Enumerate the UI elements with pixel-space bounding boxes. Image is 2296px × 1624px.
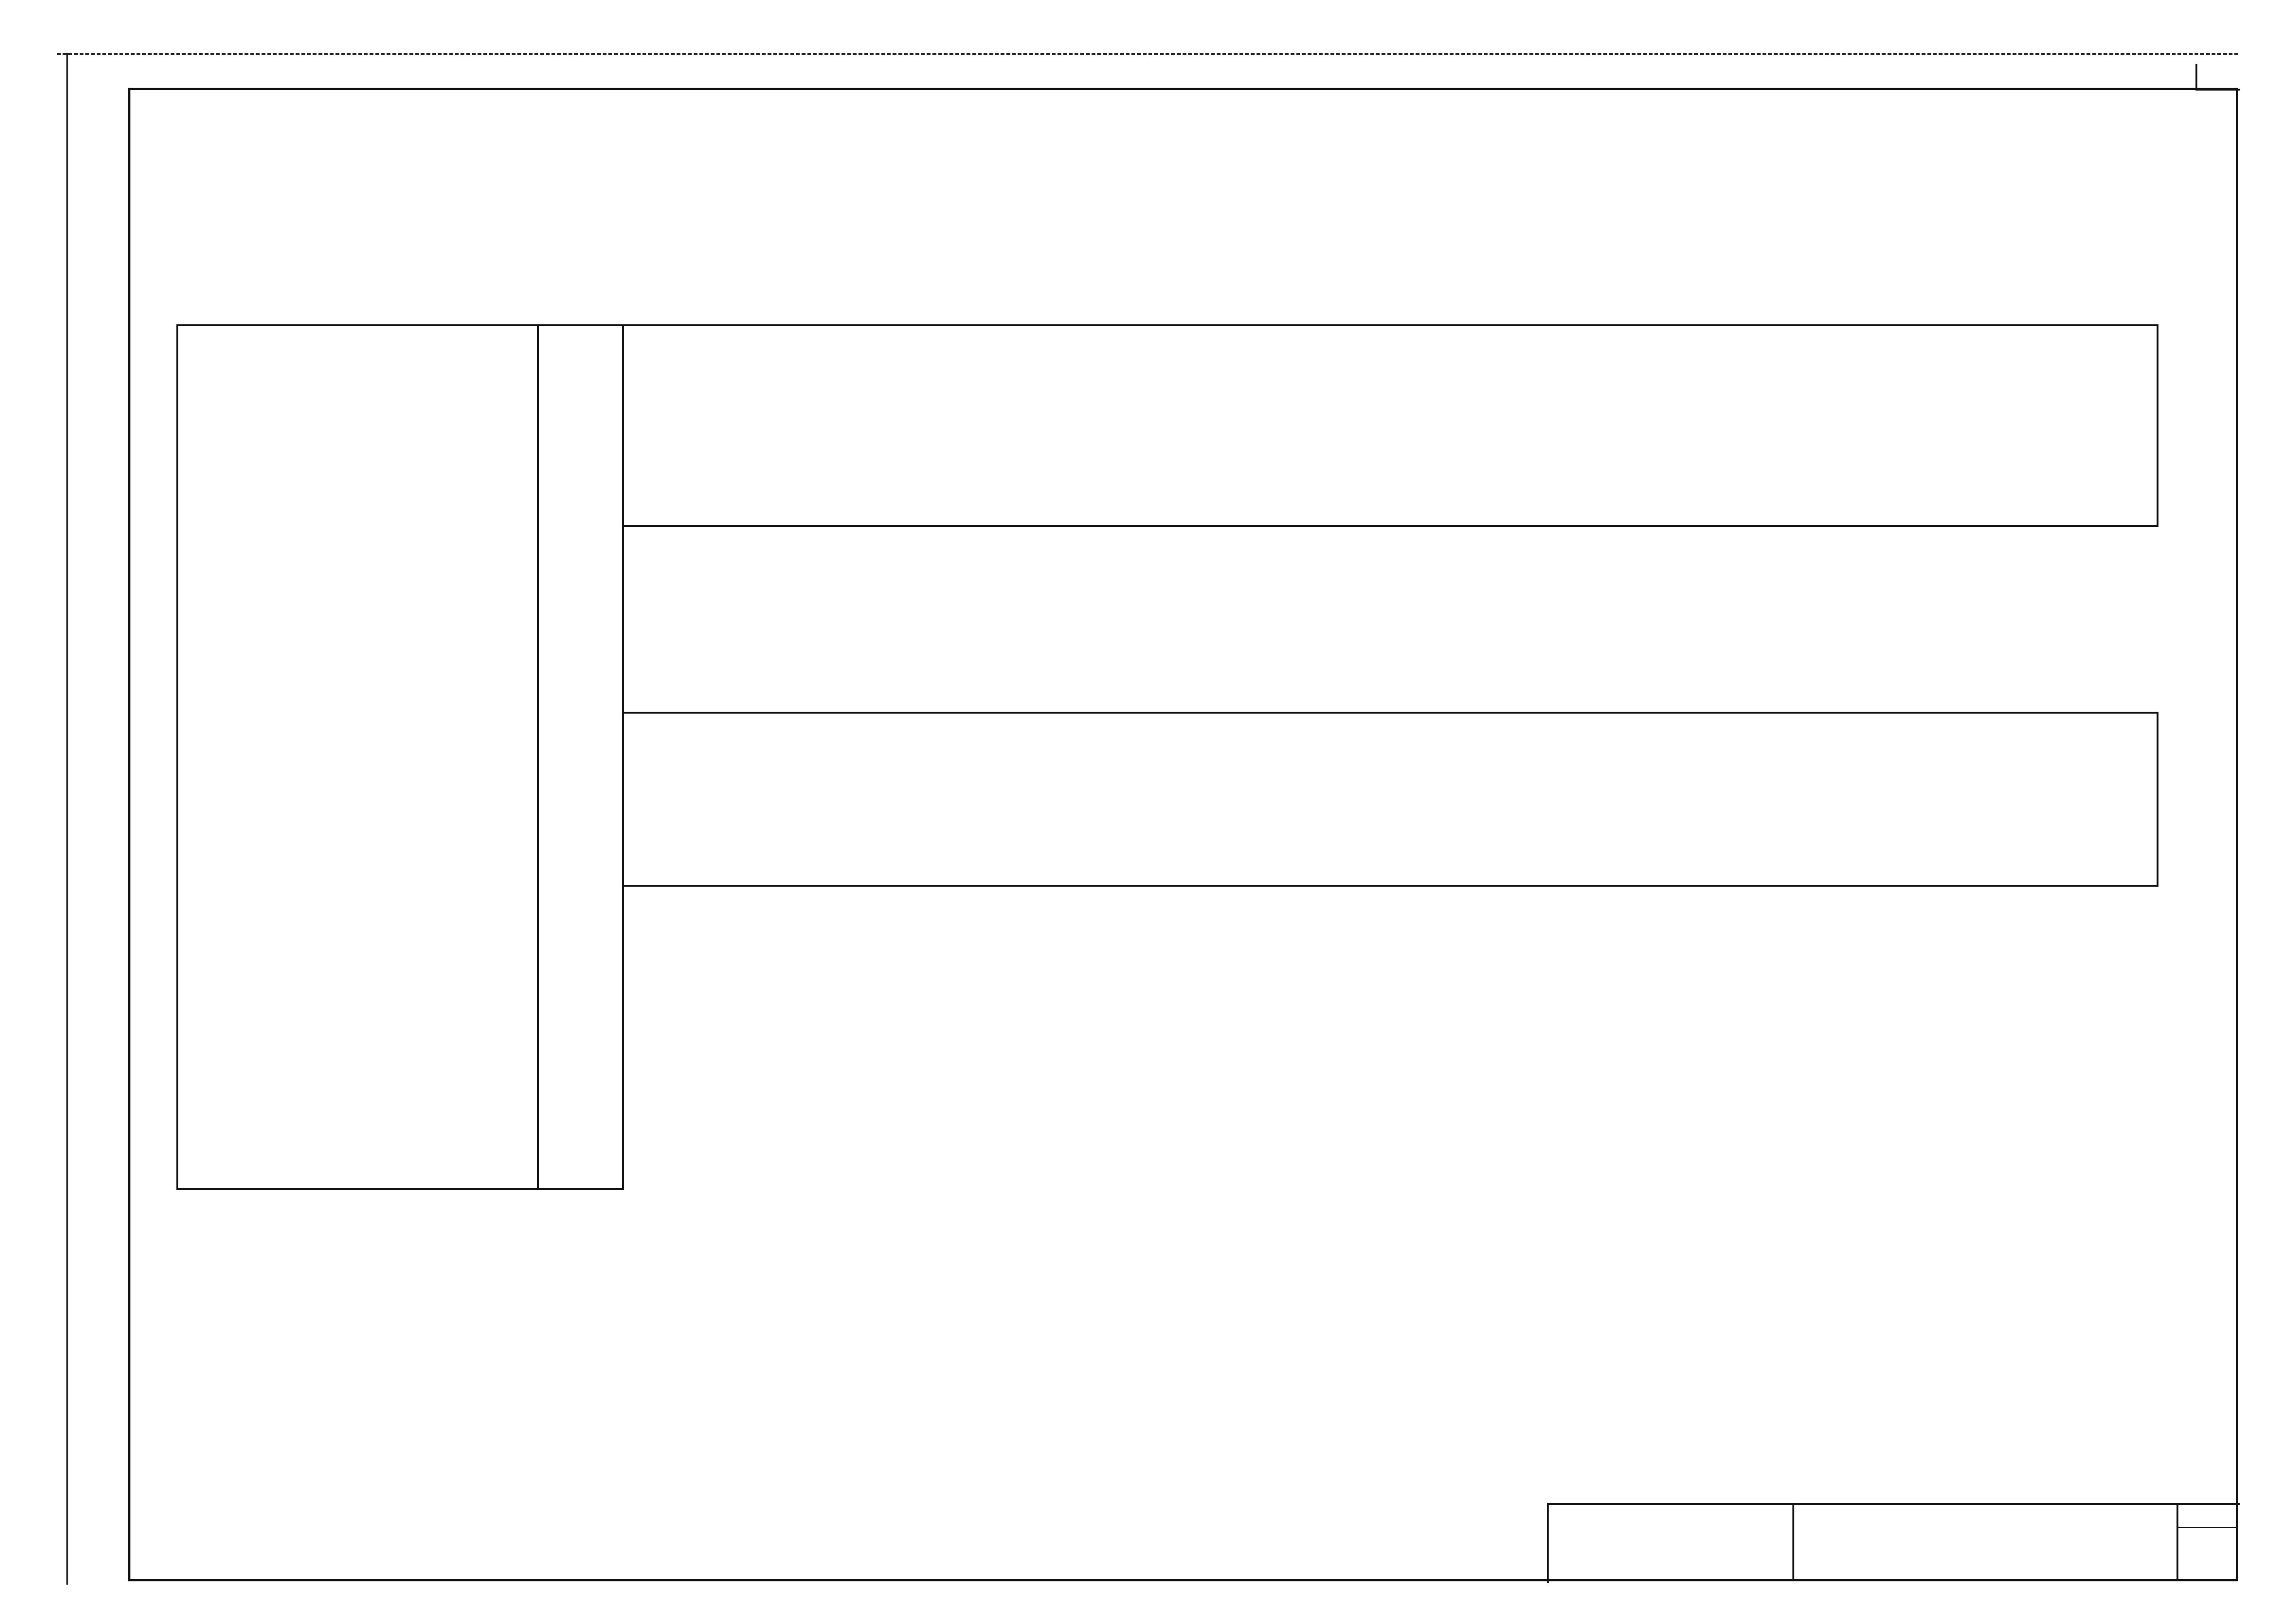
unit-header	[538, 325, 623, 1189]
stamp-divider	[1792, 1503, 1794, 1581]
openings-header	[623, 325, 2158, 526]
stamp-divider-2	[2177, 1503, 2178, 1581]
top-trim-line	[57, 53, 2238, 55]
left-trim-line	[66, 53, 68, 1585]
height-header	[623, 713, 2158, 885]
indicators-table	[176, 324, 2158, 1190]
name-header	[177, 325, 538, 1189]
sheet-number-box	[2195, 64, 2240, 91]
sheet-label-line	[2177, 1527, 2238, 1528]
stamp-block	[1547, 1503, 2240, 1583]
